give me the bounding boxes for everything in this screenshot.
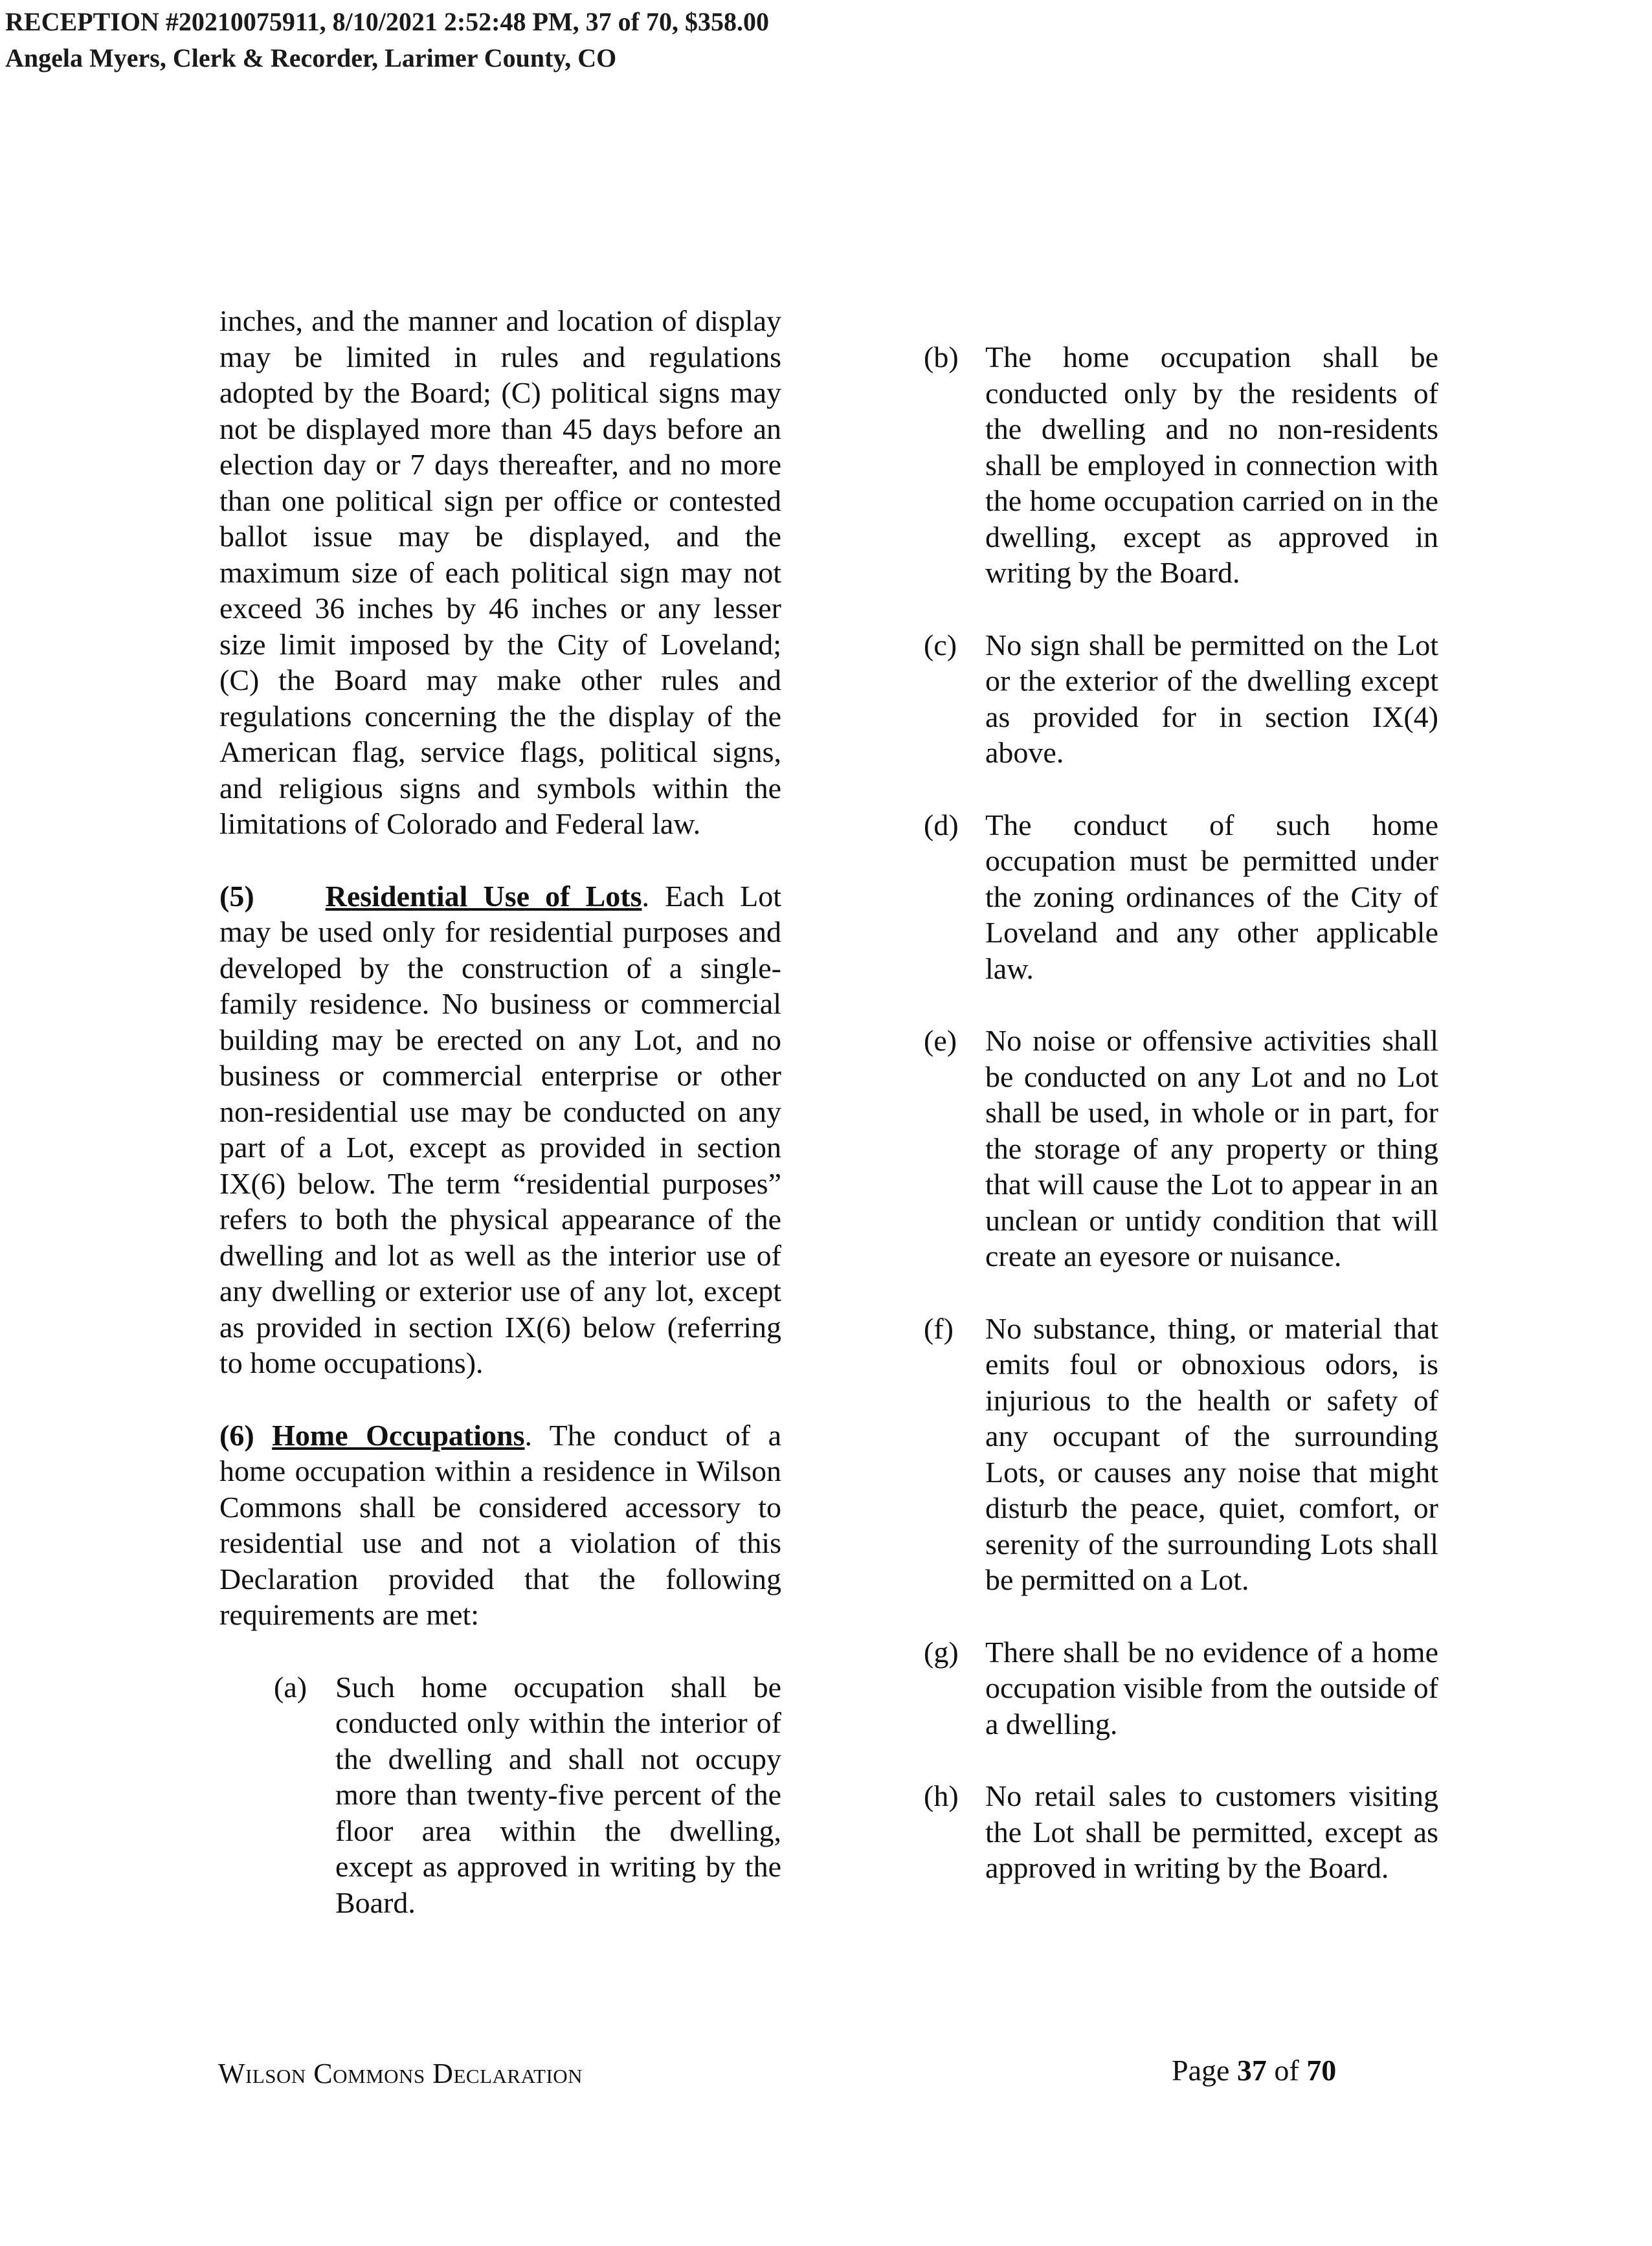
section-5-paragraph bbox=[219, 878, 781, 1381]
section-6-body: . The conduct of a home occupation within a residence in Wilson Commons shall be considered accessory to residential use and not a violation of this Declaration provided that the following requirements are met: bbox=[219, 1418, 781, 1631]
page-total: 70 bbox=[1306, 2054, 1337, 2087]
item-e-label: (e) bbox=[924, 1024, 957, 1057]
continued-paragraph: inches, and the manner and location of display may be limited in rules and regulations adopted by the Board; (C) political signs may not be displayed more than 45 days before an election day or 7 days thereafter, and no more than one political sign per office or contested ballot issue may be displayed, and the maximum size of each political sign may not exceed 36 inches by 46 inches or any lesser size limit imposed by the City of Loveland; (C) the Board may make other rules and regulations concerning the the display of the American flag, service flags, political signs, and religious signs and symbols within the limitations of Colorado and Federal law. bbox=[219, 304, 781, 840]
item-g-label: (g) bbox=[924, 1635, 959, 1669]
left-column bbox=[219, 303, 781, 1920]
section-5-body: . Each Lot may be used only for residential purposes and developed by the construction of a single-family residence. No business or commercial building may be erected on any Lot, and no business or commercial enterprise or other non-residential use may be conducted on any part of a Lot, except as provided in section IX(6) below. The term “residential purposes” refers to both the physical appearance of the dwelling and lot as well as the interior use of any dwelling or exterior use of any lot, except as provided in section IX(6) below (referring to home occupations). bbox=[219, 879, 781, 1379]
footer-document-title: Wilson Commons Declaration bbox=[218, 2058, 583, 2089]
item-c-label: (c) bbox=[924, 628, 957, 662]
item-e-text: No noise or offensive activities shall be conducted on any Lot and no Lot shall be used, in whole or in part, for the storage of any property or thing that will cause the Lot to appear in an unclean or untidy condition that will create an eyesore or nuisance. bbox=[985, 1024, 1438, 1273]
item-b-label: (b) bbox=[924, 340, 959, 373]
reception-line: RECEPTION #20210075911, 8/10/2021 2:52:48 PM, 37 of 70, $358.00 bbox=[5, 7, 769, 36]
item-f-text: No substance, thing, or material that emits foul or obnoxious odors, is injurious to the health or safety of any occupant of the surrounding Lots, or causes any noise that might disturb the peace, quiet, comfort, or serenity of the surrounding Lots shall be permitted on a Lot. bbox=[985, 1311, 1438, 1596]
section-5-number: (5) bbox=[219, 879, 254, 913]
item-a-label: (a) bbox=[274, 1670, 307, 1704]
page-of: of bbox=[1274, 2054, 1299, 2087]
item-g-text: There shall be no evidence of a home occupation visible from the outside of a dwelling. bbox=[985, 1635, 1438, 1740]
section-6-number: (6) bbox=[219, 1418, 254, 1452]
item-e bbox=[924, 1023, 1438, 1274]
page-word: Page bbox=[1172, 2054, 1230, 2087]
item-d-label: (d) bbox=[924, 808, 959, 841]
item-d-text: The conduct of such home occupation must be permitted under the zoning ordinances of the City of Loveland and any other applicable law. bbox=[985, 808, 1438, 985]
item-a-text: Such home occupation shall be conducted only within the interior of the dwelling and shall not occupy more than twenty-five percent of the floor area within the dwelling, except as approved in writing by the Board. bbox=[335, 1670, 781, 1919]
page-current: 37 bbox=[1236, 2054, 1267, 2087]
item-h bbox=[924, 1778, 1438, 1886]
recorder-line: Angela Myers, Clerk & Recorder, Larimer County, CO bbox=[5, 43, 617, 72]
item-b bbox=[924, 339, 1438, 591]
section-6-paragraph bbox=[219, 1418, 781, 1633]
recording-stamp bbox=[5, 4, 769, 76]
item-d bbox=[924, 807, 1438, 987]
item-g bbox=[924, 1634, 1438, 1742]
item-f-label: (f) bbox=[924, 1311, 954, 1345]
item-c-text: No sign shall be permitted on the Lot or the exterior of the dwelling except as provided for in section IX(4) above. bbox=[985, 628, 1438, 769]
section-6-title: Home Occupations bbox=[272, 1418, 525, 1452]
section-5-title: Residential Use of Lots bbox=[325, 879, 642, 913]
item-b-text: The home occupation shall be conducted only by the residents of the dwelling and no non-residents shall be employed in connection with the home occupation carried on in the dwelling, except as approved in writing by the Board. bbox=[985, 340, 1438, 589]
right-column bbox=[924, 339, 1438, 1886]
item-h-label: (h) bbox=[924, 1779, 959, 1812]
item-h-text: No retail sales to customers visiting the Lot shall be permitted, except as approved in writing by the Board. bbox=[985, 1779, 1438, 1884]
item-c bbox=[924, 627, 1438, 771]
item-f bbox=[924, 1311, 1438, 1598]
footer-page-number bbox=[1172, 2053, 1336, 2087]
item-a bbox=[274, 1669, 781, 1921]
